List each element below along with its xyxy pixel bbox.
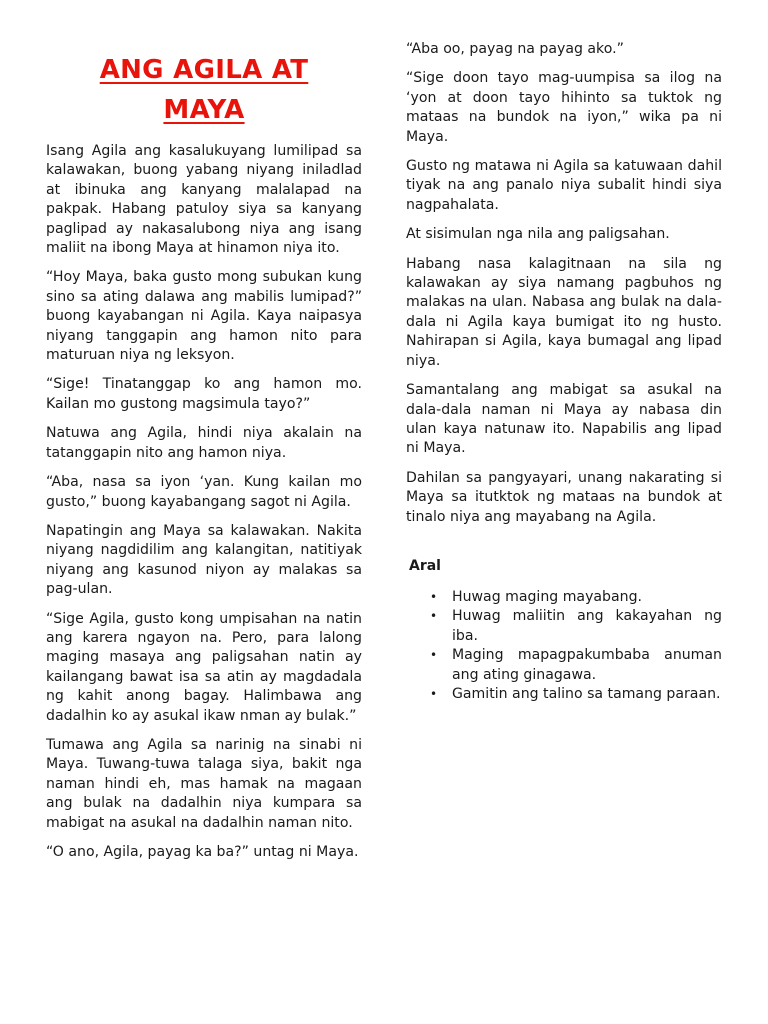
story-paragraph: Habang nasa kalagitnaan na sila ng kalawakan ay siya namang pagbuhos ng malakas na ulan. Nabasa ang bulak na dala-dala ni Agila kaya bumigat ito ng husto. Nahirapan si Agila, kaya bumagal ang lipad niya. (406, 255, 722, 369)
story-paragraph: Dahilan sa pangyayari, unang nakarating si Maya sa itutktok ng mataas na bundok at tinalo niya ang mayabang na Agila. (406, 469, 722, 525)
bullet-icon: • (430, 686, 438, 701)
left-column (46, 50, 362, 872)
story-paragraph: “Sige! Tinatanggap ko ang hamon mo. Kailan mo gustong magsimula tayo?” (46, 376, 362, 412)
lesson-text: Huwag maging mayabang. (452, 588, 642, 605)
lesson-list (406, 588, 722, 704)
story-paragraph: “O ano, Agila, payag ka ba?” untag ni Maya. (46, 844, 359, 860)
story-paragraph: “Aba oo, payag na payag ako.” (406, 41, 624, 57)
story-paragraph: At sisimulan nga nila ang paligsahan. (406, 226, 670, 243)
story-paragraph: “Hoy Maya, baka gusto mong subukan kung sino sa ating dalawa ang mabilis lumipad?” buong kayabangan ni Agila. Kaya naipasya niyang tanggapin ang hamon nito para maturuan niya ng leksyon. (46, 269, 362, 364)
lesson-item (430, 607, 722, 646)
story-paragraph: Natuwa ang Agila, hindi niya akalain na tatanggapin nito ang hamon niya. (46, 425, 362, 461)
page-title (46, 50, 362, 130)
title-line-2: MAYA (163, 95, 245, 125)
story-paragraph: Isang Agila ang kasalukuyang lumilipad sa kalawakan, buong yabang niyang iniladlad at ibinuka ang kanyang malalapad na pakpak. Habang patuloy siya sa kanyang paglipad ay nakasalubong niya ang isang maliit na ibong Maya at hinamon niya ito. (46, 143, 362, 257)
story-paragraph: Samantalang ang mabigat sa asukal na dala-dala naman ni Maya ay nabasa din ulan kaya natunaw ito. Napabilis ang lipad ni Maya. (406, 382, 722, 457)
story-paragraph: “Sige doon tayo mag-uumpisa sa ilog na ‘yon at doon tayo hihinto sa tuktok ng mataas na bundok na iyon,” wika pa ni Maya. (406, 70, 722, 145)
bullet-icon: • (430, 589, 438, 604)
title-line-1: ANG AGILA AT (99, 55, 309, 85)
aral-heading: Aral (409, 557, 441, 574)
lesson-item (430, 588, 722, 607)
bullet-icon: • (430, 648, 438, 663)
lesson-item (430, 685, 722, 704)
story-paragraph: “Aba, nasa sa iyon ‘yan. Kung kailan mo gusto,” buong kayabangang sagot ni Agila. (46, 474, 362, 510)
story-paragraph: Napatingin ang Maya sa kalawakan. Nakita niyang nagdidilim ang kalangitan, natitiyak niyang ang kasunod niyon ay malakas sa pag-ulan. (46, 522, 362, 598)
bullet-icon: • (430, 609, 438, 624)
lesson-item (430, 646, 722, 685)
right-column (406, 40, 722, 704)
story-paragraph: “Sige Agila, gusto kong umpisahan na natin ang karera ngayon na. Pero, para lalong maging masaya ang paligsahan natin ay kailangang bawat isa sa atin ay magdadala ng kahit anong bagay. Halimbawa ang dadalhin ko ay asukal ikaw nman ay bulak.” (46, 610, 362, 724)
lesson-text: Huwag maliitin ang kakayahan ng iba. (452, 608, 722, 644)
story-paragraph: Gusto ng matawa ni Agila sa katuwaan dahil tiyak na ang panalo niya subalit hindi siya nagpahalata. (406, 158, 722, 213)
lesson-text: Gamitin ang talino sa tamang paraan. (452, 685, 721, 702)
lesson-text: Maging mapagpakumbaba anuman ang ating ginagawa. (452, 647, 722, 683)
story-paragraph: Tumawa ang Agila sa narinig na sinabi ni Maya. Tuwang-tuwa talaga siya, bakit nga naman hindi eh, mas hamak na magaan ang bulak na dadalhin niya kumpara sa mabigat na asukal na dadalhin naman nito. (46, 736, 362, 831)
